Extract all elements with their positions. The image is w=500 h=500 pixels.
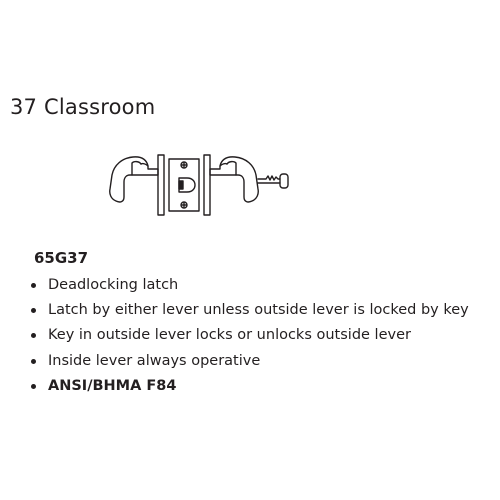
left-rose-icon bbox=[158, 155, 164, 215]
list-item: Key in outside lever locks or unlocks outside lever bbox=[28, 323, 469, 348]
latch-faceplate-icon bbox=[169, 159, 199, 211]
page-title: 37 Classroom bbox=[10, 95, 156, 119]
model-number: 65G37 bbox=[34, 249, 89, 267]
feature-list bbox=[28, 273, 469, 399]
right-rose-icon bbox=[204, 155, 210, 215]
list-item: ANSI/BHMA F84 bbox=[28, 374, 469, 399]
list-item: Inside lever always operative bbox=[28, 349, 469, 374]
lever-lock-diagram-icon bbox=[90, 145, 340, 225]
list-item: Deadlocking latch bbox=[28, 273, 469, 298]
key-icon bbox=[258, 174, 288, 188]
left-lever-icon bbox=[110, 157, 158, 202]
list-item: Latch by either lever unless outside lever is locked by key bbox=[28, 298, 469, 323]
right-lever-icon bbox=[210, 157, 258, 202]
